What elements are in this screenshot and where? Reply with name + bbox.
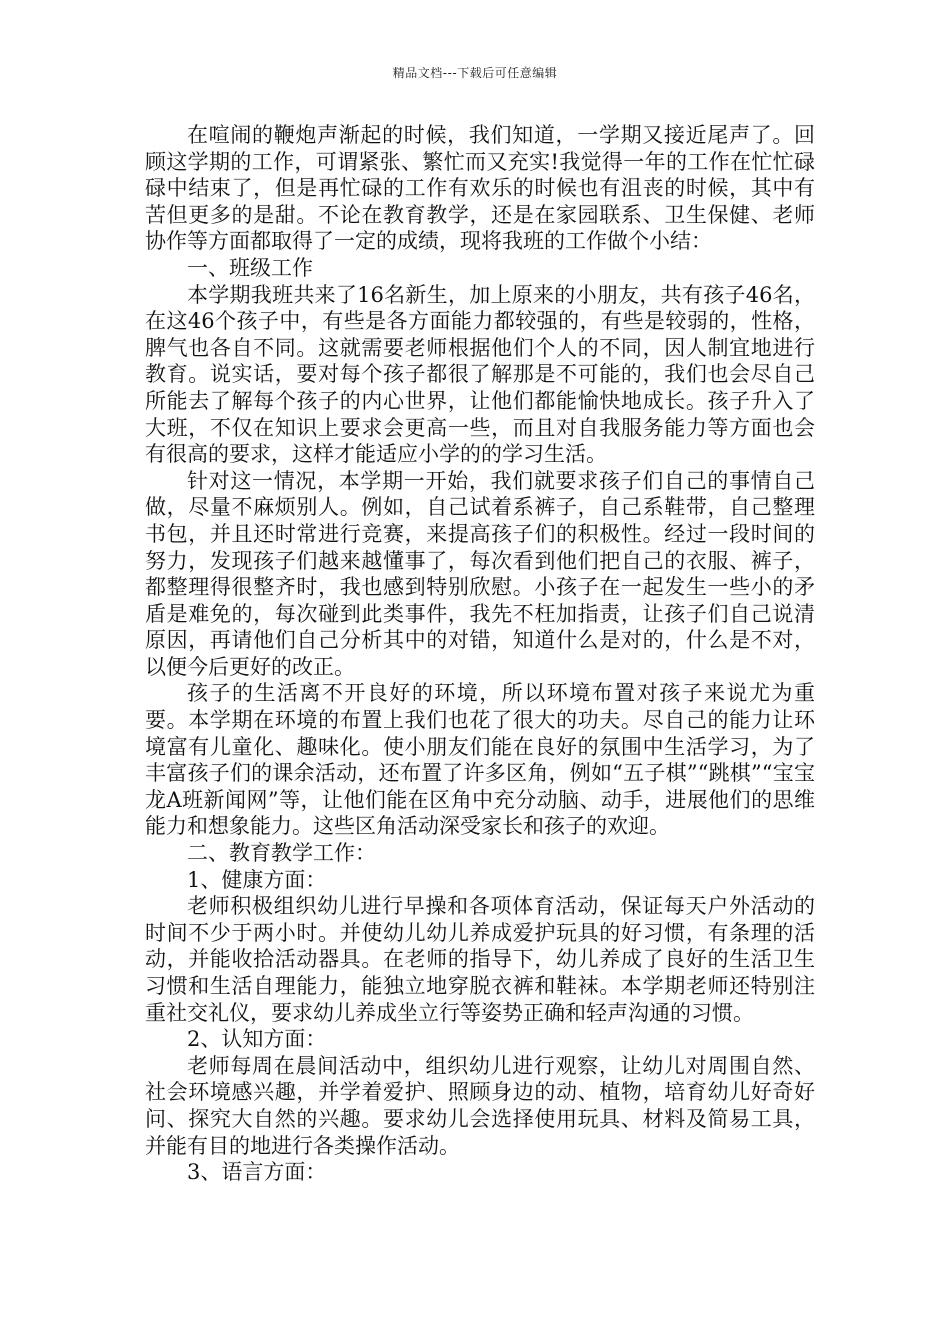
heading-class-work: 一、班级工作 (187, 255, 313, 280)
paragraph-intro: 在喧闹的鞭炮声渐起的时候，我们知道，一学期又接近尾声了。回顾这学期的工作，可谓紧张、繁忙而又充实!我觉得一年的工作在忙忙碌碌中结束了，但是再忙碌的工作有欢乐的时候也有沮丧的时候，其中有苦但更多的是甜。不论在教育教学，还是在家园联系、卫生保健、老师协作等方面都取得了一定的成绩，现将我班的工作做个小结： (145, 123, 815, 254)
paragraph-self-care: 针对这一情况，本学期一开始，我们就要求孩子们自己的事情自己做，尽量不麻烦别人。例如，自己试着系裤子，自己系鞋带，自己整理书包，并且还时常进行竞赛，来提高孩子们的积极性。经过一段时间的努力，发现孩子们越来越懂事了，每次看到他们把自己的衣服、裤子，都整理得很整齐时，我也感到特别欣慰。小孩子在一起发生一些小的矛盾是难免的，每次碰到此类事件，我先不枉加指责，让孩子们自己说清原因，再请他们自己分析其中的对错，知道什么是对的，什么是不对，以便今后更好的改正。 (145, 468, 815, 679)
document-body (145, 122, 815, 1186)
heading-teaching-work: 二、教育教学工作： (187, 841, 376, 866)
paragraph-health: 老师积极组织幼儿进行早操和各项体育活动，保证每天户外活动的时间不少于两小时。并使幼儿幼儿养成爱护玩具的好习惯，有条理的活动，并能收拾活动器具。在老师的指导下，幼儿养成了良好的生活卫生习惯和生活自理能力，能独立地穿脱衣裤和鞋袜。本学期老师还特别注重社交礼仪，要求幼儿养成坐立行等姿势正确和轻声沟通的习惯。 (145, 894, 815, 1025)
paragraph-class-size: 本学期我班共来了16名新生，加上原来的小朋友，共有孩子46名，在这46个孩子中，有些是各方面能力都较强的，有些是较弱的，性格，脾气也各自不同。这就需要老师根据他们个人的不同，因人制宜地进行教育。说实话，要对每个孩子都很了解那是不可能的，我们也会尽自己所能去了解每个孩子的内心世界，让他们都能愉快地成长。孩子升入了大班，不仅在知识上要求会更高一些，而且对自我服务能力等方面也会有很高的要求，这样才能适应小学的的学习生活。 (145, 282, 815, 467)
paragraph-cognition: 老师每周在晨间活动中，组织幼儿进行观察，让幼儿对周围自然、社会环境感兴趣，并学着爱护、照顾身边的动、植物，培育幼儿好奇好问、探究大自然的兴趣。要求幼儿会选择使用玩具、材料及简易工具，并能有目的地进行各类操作活动。 (145, 1053, 815, 1158)
page-header: 精品文档---下载后可任意编辑 (392, 66, 558, 80)
heading-health: 1、健康方面： (187, 867, 327, 892)
paragraph-environment: 孩子的生活离不开良好的环境，所以环境布置对孩子来说尤为重要。本学期在环境的布置上我们也花了很大的功夫。尽自己的能力让环境富有儿童化、趣味化。使小朋友们能在良好的氛围中生活学习，为了丰富孩子们的课余活动，还布置了许多区角，例如“五子棋”“跳棋”“宝宝龙A班新闻网”等，让他们能在区角中充分动脑、动手，进展他们的思维能力和想象能力。这些区角活动深受家长和孩子的欢迎。 (145, 681, 815, 839)
heading-language: 3、语言方面： (187, 1160, 327, 1185)
heading-cognition: 2、认知方面： (187, 1027, 327, 1052)
